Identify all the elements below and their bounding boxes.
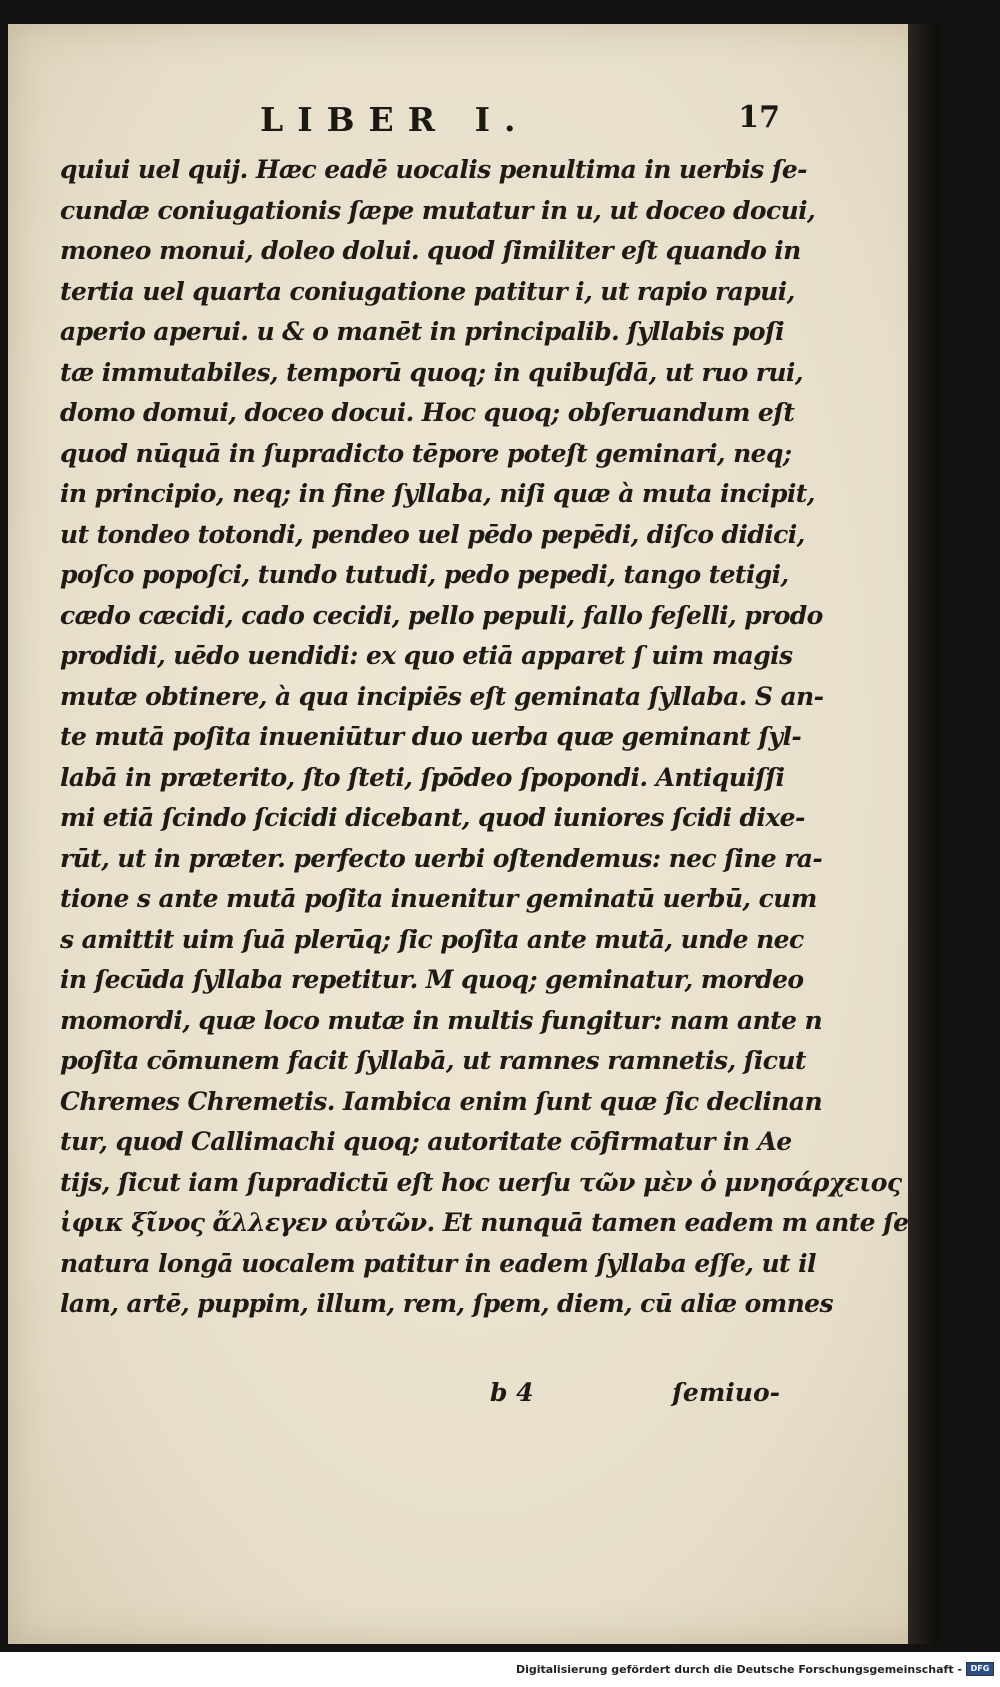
text-line: tæ immutabiles, temporū quoq; in quibuſdā, ut ruo rui, [60,357,803,387]
text-line: poſco popoſci, tundo tutudi, pedo pepedi, tango tetigi, [60,560,789,589]
text-line: poſita cōmunem facit ſyllabā, ut ramnes ramnetis, ſicut [60,1046,806,1075]
text-line: ἰφικ ξῖνος ἄλλεγεν αὐτῶν. Et nunquā tamen eadem m ante ſe [60,1208,909,1237]
text-line: tijs, ſicut iam ſupradictū eſt hoc uerſu τῶν μὲν ὁ μνησάρχειος [60,1167,902,1197]
text-line: lam, artē, puppim, illum, rem, ſpem, diem, cū aliæ omnes [60,1289,833,1318]
text-line: cædo cæcidi, cado cecidi, pello pepuli, fallo feſelli, prodo [60,600,823,630]
text-line: s amittit uim ſuā plerūq; ſic poſita ante mutā, unde nec [60,924,804,954]
page-edge [908,24,940,1644]
signature-mark: b 4 [490,1378,534,1407]
body-text [60,150,909,1325]
text-line: in ſecūda ſyllaba repetitur. M quoq; geminatur, mordeo [60,965,804,994]
text-line: domo domui, doceo docui. Hoc quoq; obſeruandum eſt [60,398,795,427]
running-title: LIBER I. [260,100,530,139]
page-footer [60,1378,780,1418]
credit-text: Digitalisierung gefördert durch die Deutsche Forschungsgemeinschaft - [515,1662,962,1676]
text-line: quiui uel quij. Hæc eadē uocalis penultima in uerbis ſe- [60,155,807,184]
catchword: ſemiuo- [672,1378,780,1407]
digitization-credit [516,1662,994,1676]
text-line: cundæ coniugationis ſæpe mutatur in u, ut doceo docui, [60,195,816,225]
page-header [60,100,780,150]
dfg-logo-icon: DFG [966,1662,994,1676]
text-line: labā in præterito, ſto ſteti, ſpōdeo ſpopondi. Antiquiſſi [60,762,785,792]
text-line: prodidi, uēdo uendidi: ex quo etiā apparet ſ uim magis [60,641,793,670]
text-line: mi etiā ſcindo ſcicidi dicebant, quod iuniores ſcidi dixe- [60,803,805,832]
text-line: natura longā uocalem patitur in eadem ſyllaba eſſe, ut il [60,1248,816,1278]
text-line: quod nūquā in ſupradicto tēpore poteſt geminari, neq; [60,438,792,468]
text-line: tur, quod Callimachi quoq; autoritate cōfirmatur in Ae [60,1127,792,1156]
text-line: in principio, neq; in fine ſyllaba, niſi quæ à muta incipit, [60,479,815,508]
text-line: tione s ante mutā poſita inuenitur geminatū uerbū, cum [60,884,817,913]
text-line: Chremes Chremetis. Iambica enim ſunt quæ ſic declinan [60,1086,823,1116]
text-line: rūt, ut in præter. perfecto uerbi oſtendemus: nec ſine ra- [60,843,823,873]
text-line: tertia uel quarta coniugatione patitur i, ut rapio rapui, [60,276,795,306]
text-line: moneo monui, doleo dolui. quod ſimiliter eſt quando in [60,236,801,265]
text-line: aperio aperui. u & o manēt in principalib. ſyllabis poſi [60,317,785,346]
text-line: mutæ obtinere, à qua incipiēs eſt geminata ſyllaba. S an- [60,681,824,711]
text-line: momordi, quæ loco mutæ in multis fungitur: nam ante n [60,1005,823,1035]
text-line: ut tondeo totondi, pendeo uel pēdo pepēdi, diſco didici, [60,519,805,549]
page-number: 17 [738,100,780,135]
text-line: te mutā poſita inueniūtur duo uerba quæ geminant ſyl- [60,722,802,751]
